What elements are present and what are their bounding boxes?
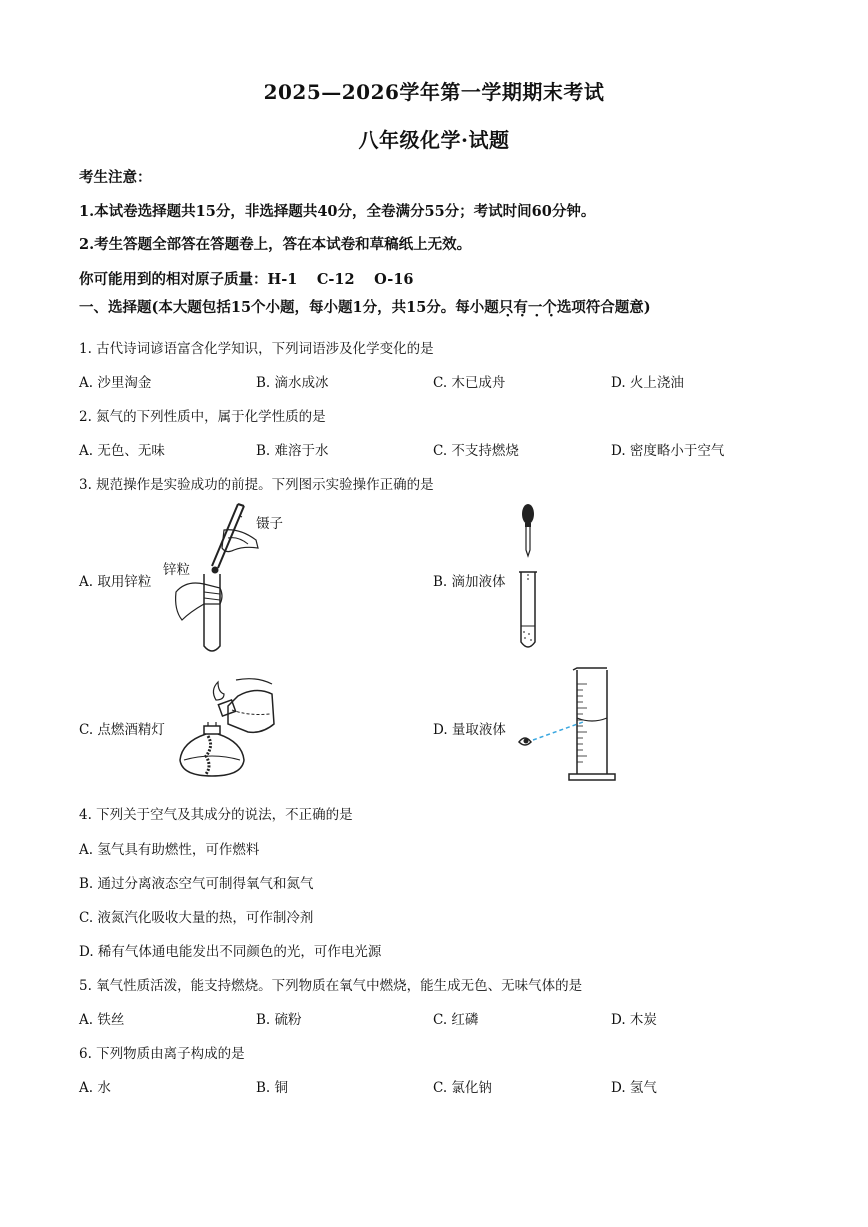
zinc-label: 锌粒 — [163, 562, 190, 578]
q4-option-c: C. 液氮汽化吸收大量的热，可作制冷剂 — [79, 910, 314, 926]
notice-heading: 考生注意： — [79, 169, 152, 186]
q6-option-c: C. 氯化钠 — [433, 1080, 492, 1096]
q4-option-a: A. 氢气具有助燃性，可作燃料 — [79, 842, 260, 858]
q3-option-d: D. 量取液体 — [433, 722, 506, 738]
q2-option-a: A. 无色、无味 — [79, 443, 165, 459]
section-heading-prefix: 一、选择题(本大题包括15个小题，每小题1分，共15分。每小题 — [79, 299, 499, 316]
figure-c-alcohol-lamp — [176, 676, 280, 780]
q5-option-b: B. 硫粉 — [256, 1012, 302, 1028]
q6-option-d: D. 氢气 — [611, 1080, 657, 1096]
q1-option-d: D. 火上浇油 — [611, 375, 684, 391]
question-5-stem: 5. 氧气性质活泼，能支持燃烧。下列物质在氧气中燃烧，能生成无色、无味气体的是 — [79, 978, 583, 994]
q2-option-b: B. 难溶于水 — [256, 443, 329, 459]
q5-option-d: D. 木炭 — [611, 1012, 657, 1028]
question-6-stem: 6. 下列物质由离子构成的是 — [79, 1046, 245, 1062]
figure-d-graduated-cylinder — [515, 664, 637, 784]
question-2-stem: 2. 氮气的下列性质中，属于化学性质的是 — [79, 409, 326, 425]
q6-option-b: B. 铜 — [256, 1080, 289, 1096]
q1-option-a: A. 沙里淘金 — [79, 375, 152, 391]
q6-option-a: A. 水 — [79, 1080, 111, 1096]
figure-a-zinc-pellet — [168, 500, 268, 658]
section-heading — [79, 296, 651, 317]
q5-option-c: C. 红磷 — [433, 1012, 479, 1028]
emphasis-text — [499, 299, 557, 316]
q2-option-d: D. 密度略小于空气 — [611, 443, 725, 459]
emphasis-char: 个 — [542, 299, 557, 316]
exam-subtitle: 八年级化学·试题 — [358, 128, 510, 152]
question-3-stem: 3. 规范操作是实验成功的前提。下列图示实验操作正确的是 — [79, 477, 434, 493]
q1-option-b: B. 滴水成冰 — [256, 375, 329, 391]
atomic-masses: 你可能用到的相对原子质量：H-1 C-12 O-16 — [79, 271, 414, 288]
question-4-stem: 4. 下列关于空气及其成分的说法，不正确的是 — [79, 807, 353, 823]
exam-title: 2025—2026学年第一学期期末考试 — [263, 80, 605, 104]
q3-option-b: B. 滴加液体 — [433, 574, 506, 590]
emphasis-char: 一 — [527, 299, 543, 316]
tweezers-label: 镊子 — [256, 516, 283, 532]
notice-item-1: 1.本试卷选择题共15分，非选择题共40分，全卷满分55分；考试时间60分钟。 — [79, 203, 596, 220]
section-heading-suffix: 选项符合题意) — [556, 299, 651, 316]
q3-option-c: C. 点燃酒精灯 — [79, 722, 165, 738]
q3-option-a: A. 取用锌粒 — [79, 574, 152, 590]
q1-option-c: C. 木已成舟 — [433, 375, 506, 391]
figure-b-dropper — [508, 500, 552, 656]
question-1-stem: 1. 古代诗词谚语富含化学知识，下列词语涉及化学变化的是 — [79, 341, 434, 357]
q4-option-d: D. 稀有气体通电能发出不同颜色的光，可作电光源 — [79, 944, 382, 960]
q2-option-c: C. 不支持燃烧 — [433, 443, 519, 459]
emphasis-char: 有 — [513, 299, 528, 316]
section-heading-emph — [499, 299, 557, 316]
emphasis-char: 只 — [498, 299, 514, 316]
q4-option-b: B. 通过分离液态空气可制得氧气和氮气 — [79, 876, 314, 892]
q5-option-a: A. 铁丝 — [79, 1012, 125, 1028]
notice-item-2: 2.考生答题全部答在答题卷上，答在本试卷和草稿纸上无效。 — [79, 236, 472, 253]
